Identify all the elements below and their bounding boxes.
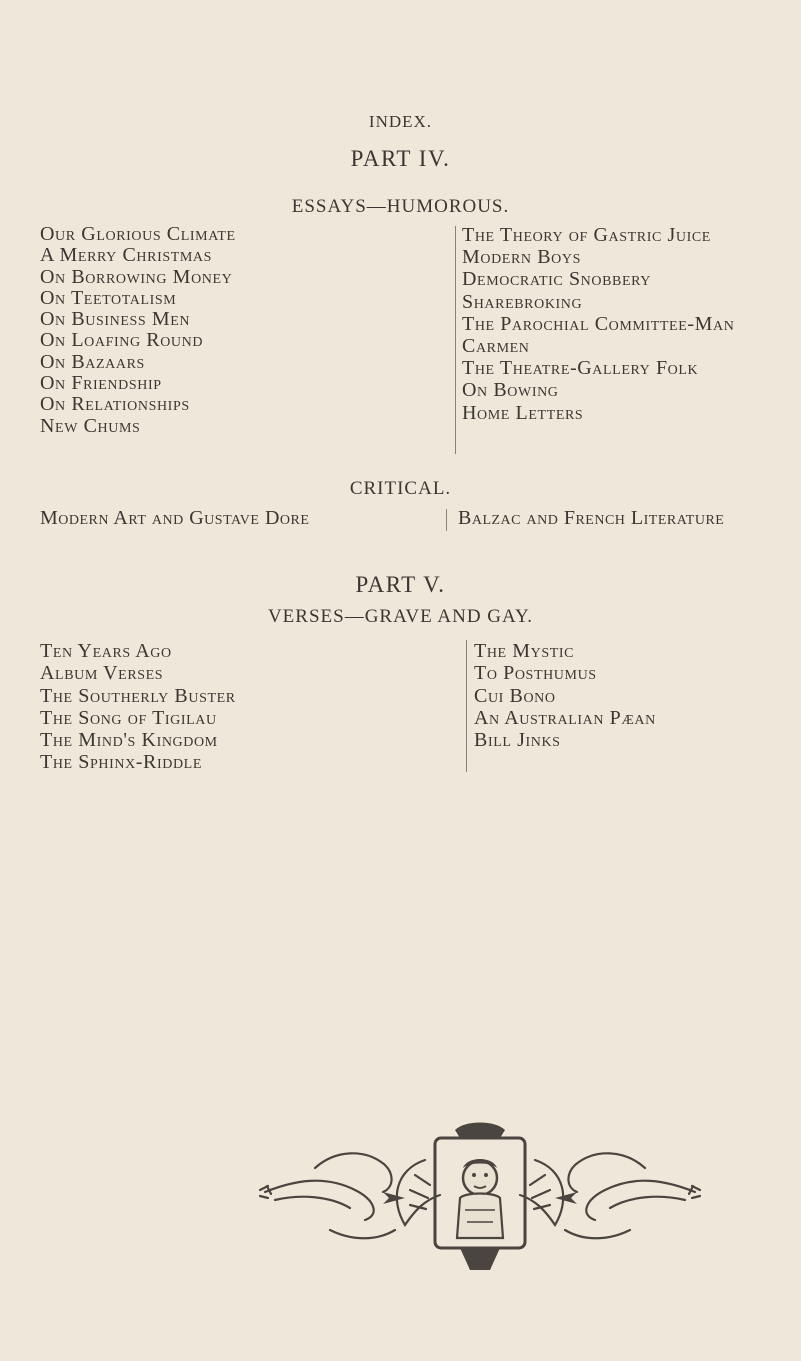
list-item: Democratic Snobbery (462, 268, 651, 291)
list-item: The Mind's Kingdom (40, 729, 218, 752)
list-item: Sharebroking (462, 290, 583, 313)
list-item: Modern Boys (462, 246, 581, 269)
list-item: A Merry Christmas (40, 244, 213, 267)
list-item: On Bazaars (40, 350, 145, 373)
list-item: On Business Men (40, 308, 191, 331)
list-item: Our Glorious Climate (40, 223, 236, 245)
part-iv-left-list (40, 224, 236, 437)
critical-right-item: Balzac and French Literature (458, 507, 725, 529)
list-item: Carmen (462, 334, 530, 357)
column-divider (446, 509, 447, 531)
part-v-left-list (40, 640, 236, 774)
part-iv-title: PART IV. (350, 146, 451, 171)
column-divider (455, 226, 456, 454)
list-item: The Sphinx-Riddle (40, 751, 202, 774)
list-item: Album Verses (40, 662, 164, 685)
cherub-ornament-icon (255, 1120, 705, 1280)
list-item: The Song of Tigilau (40, 706, 217, 729)
list-item: The Theatre-Gallery Folk (462, 357, 699, 380)
list-item: An Australian Pæan (474, 706, 656, 729)
essays-heading: ESSAYS—HUMOROUS. (291, 196, 510, 217)
part-v-title: PART V. (355, 572, 446, 597)
list-item: Ten Years Ago (40, 640, 172, 662)
list-item: On Bowing (462, 379, 559, 402)
index-title: INDEX. (368, 112, 433, 131)
list-item: The Southerly Buster (40, 684, 236, 707)
list-item: On Relationships (40, 393, 190, 416)
verses-heading: VERSES—GRAVE AND GAY. (267, 606, 534, 627)
list-item: On Borrowing Money (40, 265, 233, 288)
list-item: Bill Jinks (474, 729, 561, 752)
list-item: On Friendship (40, 372, 162, 395)
critical-heading: CRITICAL. (349, 478, 452, 499)
list-item: The Theory of Gastric Juice (462, 224, 711, 246)
critical-left-item: Modern Art and Gustave Dore (40, 507, 310, 529)
list-item: On Teetotalism (40, 286, 177, 309)
list-item: On Loafing Round (40, 329, 204, 352)
list-item: Home Letters (462, 401, 584, 424)
list-item: Cui Bono (474, 684, 556, 707)
list-item: New Chums (40, 414, 141, 437)
list-item: The Parochial Committee-Man (462, 312, 735, 335)
list-item: The Mystic (474, 640, 575, 662)
part-iv-right-list (462, 224, 734, 424)
column-divider (466, 640, 467, 772)
part-v-right-list (474, 640, 656, 751)
list-item: To Posthumus (474, 662, 597, 685)
